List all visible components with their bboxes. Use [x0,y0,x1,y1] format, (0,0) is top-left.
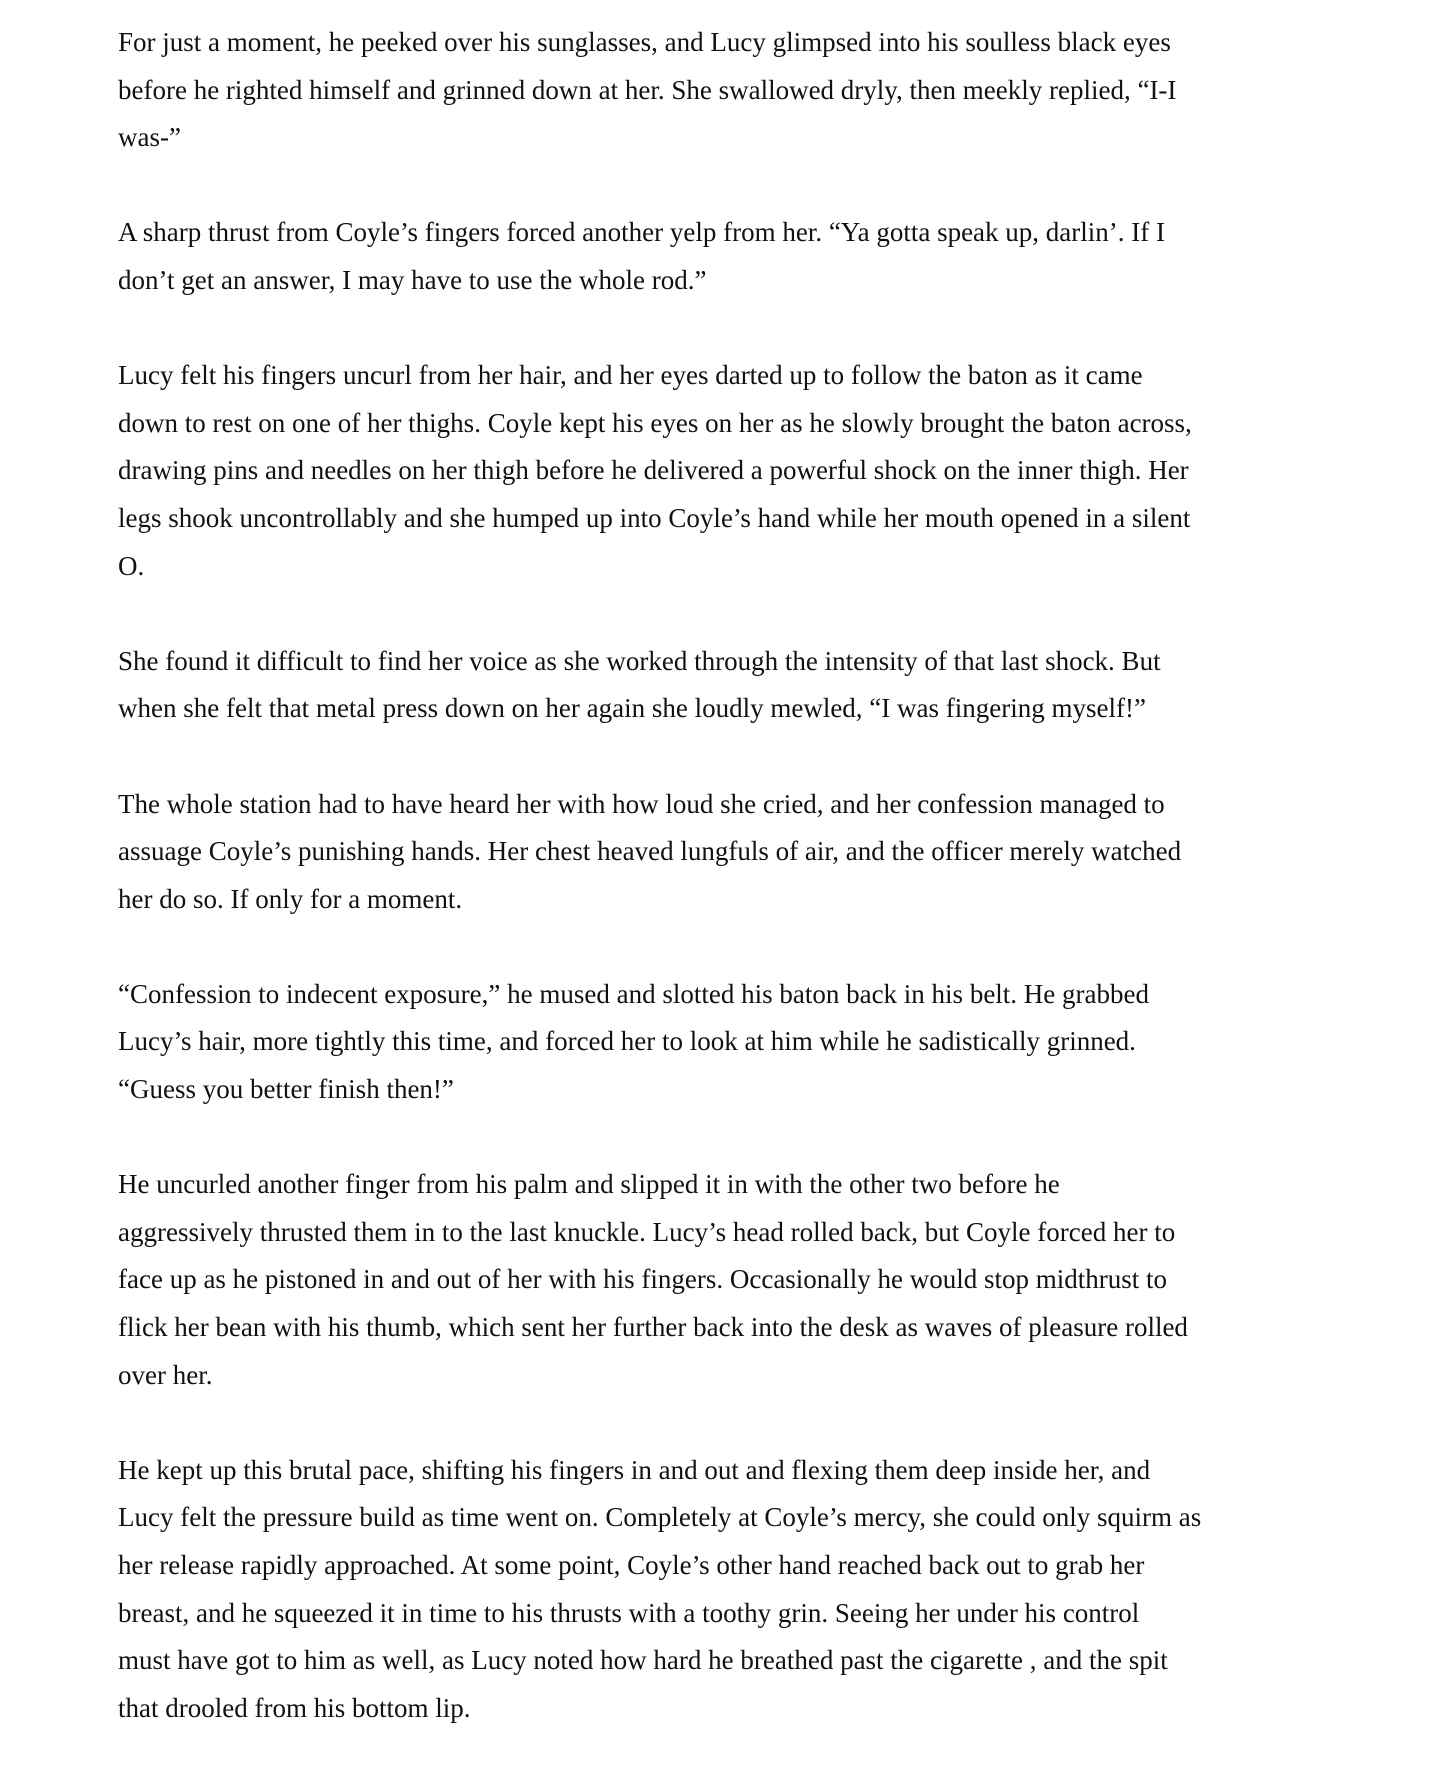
text-line: A sharp thrust from Coyle’s fingers forced another yelp from her. “Ya gotta speak up, darlin’. If I [118,217,1165,248]
text-line: drawing pins and needles on her thigh before he delivered a powerful shock on the inner thigh. Her [118,455,1189,486]
text-line: face up as he pistoned in and out of her with his fingers. Occasionally he would stop midthrust to [118,1264,1168,1295]
text-line: before he righted himself and grinned down at her. She swallowed dryly, then meekly replied, “I-I [118,74,1177,105]
text-line: O. [118,550,145,581]
text-line: was-” [118,122,181,153]
text-line: He kept up this brutal pace, shifting his fingers in and out and flexing them deep inside her, and [118,1454,1151,1485]
text-line: that drooled from his bottom lip. [118,1692,471,1723]
text-line: must have got to him as well, as Lucy noted how hard he breathed past the cigarette , and the spit [118,1645,1168,1676]
text-line: legs shook uncontrollably and she humped up into Coyle’s hand while her mouth opened in a silent [118,502,1191,533]
paragraph [118,1447,1418,1733]
text-line: down to rest on one of her thighs. Coyle kept his eyes on her as he slowly brought the baton across, [118,407,1192,438]
text-line: She found it difficult to find her voice as she worked through the intensity of that last shock. But [118,645,1161,676]
paragraph [118,352,1418,590]
text-line: her release rapidly approached. At some point, Coyle’s other hand reached back out to grab her [118,1550,1145,1580]
text-line: flick her bean with his thumb, which sent her further back into the desk as waves of pleasure rolled [118,1312,1188,1343]
paragraph [118,1161,1418,1399]
text-line: Lucy felt his fingers uncurl from her hair, and her eyes darted up to follow the baton as it came [118,360,1143,391]
paragraph [118,971,1418,1114]
text-line: breast, and he squeezed it in time to his thrusts with a toothy grin. Seeing her under his control [118,1597,1140,1628]
text-line: Lucy felt the pressure build as time went on. Completely at Coyle’s mercy, she could only squirm as [118,1502,1202,1533]
text-line: Lucy’s hair, more tightly this time, and forced her to look at him while he sadistically grinned. [118,1026,1136,1057]
paragraph [118,209,1418,304]
text-line: her do so. If only for a moment. [118,883,463,914]
text-line: “Confession to indecent exposure,” he mused and slotted his baton back in his belt. He grabbed [118,978,1149,1009]
paragraph [118,638,1418,733]
text-line: over her. [118,1359,213,1390]
text-line: For just a moment, he peeked over his sunglasses, and Lucy glimpsed into his soulless black eyes [118,27,1171,57]
text-line: aggressively thrusted them in to the last knuckle. Lucy’s head rolled back, but Coyle forced her to [118,1216,1176,1247]
text-line: “Guess you better finish then!” [118,1074,454,1105]
paragraph [118,19,1418,162]
text-line: don’t get an answer, I may have to use the whole rod.” [118,264,707,295]
paragraph [118,781,1418,924]
text-line: He uncurled another finger from his palm and slipped it in with the other two before he [118,1169,1060,1200]
text-line: The whole station had to have heard her with how loud she cried, and her confession managed to [118,788,1165,819]
text-line: when she felt that metal press down on her again she loudly mewled, “I was fingering myself!” [118,693,1146,724]
story-text [118,19,1418,1780]
text-line: assuage Coyle’s punishing hands. Her chest heaved lungfuls of air, and the officer merely watched [118,836,1182,867]
